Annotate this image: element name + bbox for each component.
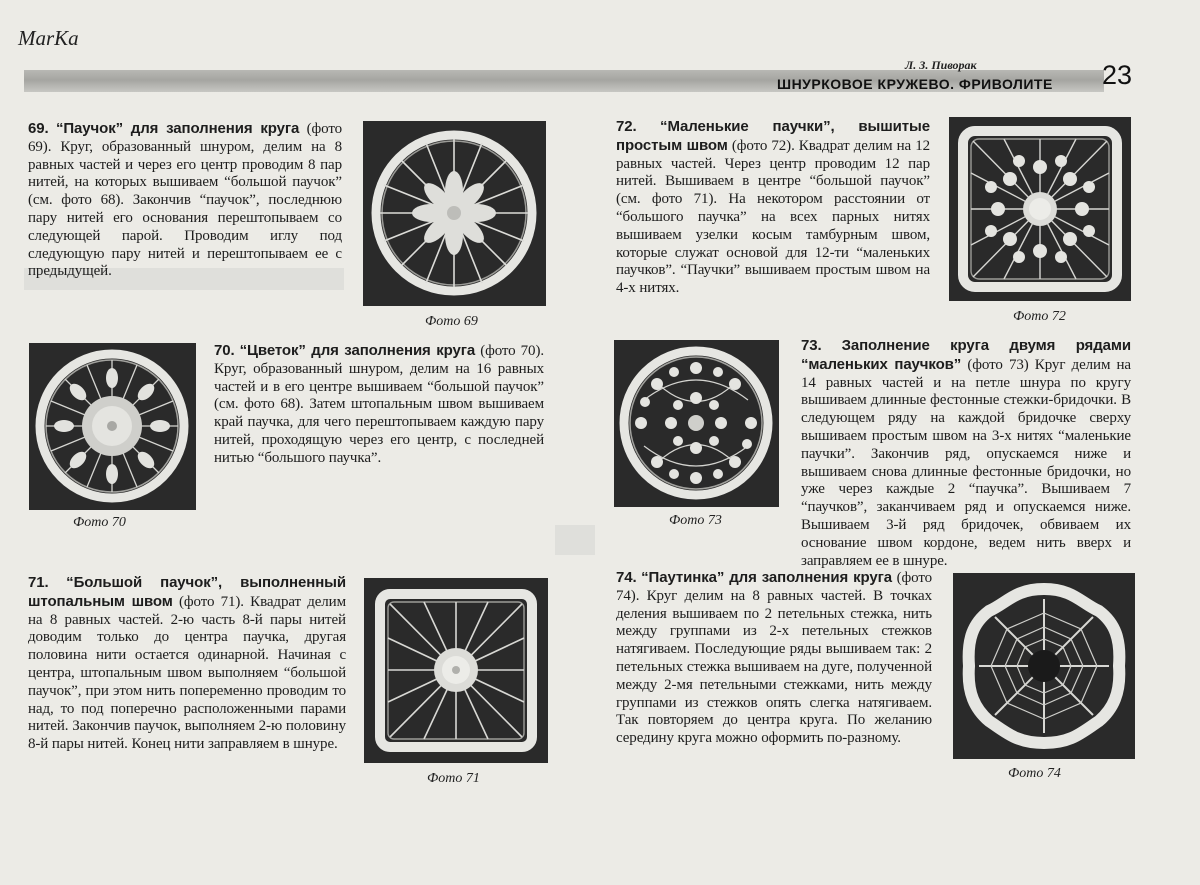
item-body: (фото 70). Круг, образованный шнуром, делим на 16 равных частей и в его центре вышиваем “большой паучок” (см. фото 68). Затем штопальным швом вышиваем край паучка, для чего перештопываем каждую пару нитей, проходящую через его центр, с последней нитью “большого паучка”.: [214, 343, 545, 466]
photo-72: [949, 117, 1131, 301]
photo-70: [29, 343, 196, 510]
paragraph-74: [616, 569, 932, 748]
paragraph-69: [28, 120, 342, 281]
item-number: 70.: [214, 342, 235, 359]
item-number: 69.: [28, 120, 49, 137]
photo-69: [363, 121, 546, 306]
item-title: “Паучок” для заполнения круга: [55, 120, 300, 137]
lace-circle-two-rows-image: [614, 340, 779, 507]
lace-circle-flower-image: [29, 343, 196, 510]
item-title: “Цветок” для заполнения круга: [239, 342, 476, 359]
photo-caption-69: Фото 69: [425, 314, 478, 329]
paragraph-72: [616, 118, 930, 298]
lace-square-spider-image: [364, 578, 548, 763]
header-author: Л. З. Пиворак: [905, 58, 977, 72]
bleed-through-shadow: [555, 525, 595, 555]
photo-caption-73: Фото 73: [669, 513, 722, 528]
item-number: 74.: [616, 569, 637, 586]
item-number: 72.: [616, 118, 637, 135]
photo-caption-72: Фото 72: [1013, 309, 1066, 324]
item-title: “Маленькие паучки”, вышитые простым швом: [616, 118, 930, 154]
photo-74: [953, 573, 1135, 759]
photo-caption-71: Фото 71: [427, 771, 480, 786]
item-body: (фото 72). Квадрат делим на 12 равных частей. Через центр проводим 12 пар нитей. Вышиваем в центре “большой паучок” (см. фото 71). На некотором расстоянии от “большого паучка” на всех парных нитях вышиваем узелки косым тамбурным швом, которые служат основой для 12-ти “маленьких паучков”. “Паучки” вышиваем простым швом на 4-х нитях.: [616, 137, 930, 297]
item-title: “Большой паучок”, выполненный штопальным швом: [28, 574, 346, 610]
item-number: 71.: [28, 574, 49, 591]
item-body: (фото 74). Круг делим на 8 равных частей. В точках деления вышиваем по 2 петельных стежка, нить между группами из 2-х петельных стежков натягиваем. Последующие ряды вышиваем так: 2 петельных стежка вышиваем на дуге, полученной между 2-мя петельными стежками, нить между группами из стежков опять слегка натягиваем. Так повторяем до центра круга. По желанию середину круга можно оформить по-разному.: [616, 570, 933, 747]
lace-square-small-spiders-image: [949, 117, 1131, 301]
item-body: (фото 69). Круг, образованный шнуром, делим на 8 равных частей и через его центр проводим 8 пар нитей, на которых вышиваем “большой паучок” (см. фото 68). Закончив “паучок”, последнюю пару нитей его основания перештопываем со следующей парой. Проводим иглу под следующую пару нитей и перештопываем ее с предыдущей.: [28, 121, 342, 280]
paragraph-73: [801, 337, 1131, 570]
lace-circle-spider-image: [363, 121, 546, 306]
item-title: “Паутинка” для заполнения круга: [641, 569, 893, 586]
photo-71: [364, 578, 548, 763]
page-number: 23: [1102, 60, 1133, 90]
item-number: 73.: [801, 337, 822, 354]
item-title: Заполнение круга двумя рядами “маленьких паучков”: [801, 337, 1131, 373]
item-body: (фото 73) Круг делим на 14 равных частей и на петле шнура по кругу вышиваем длинные фестонные стежки-бридочки. В следующем ряду на каждой бридочке сверху вышиваем простым швом на 3-х нитях “маленькие паучки”. Закончив ряд, опускаемся ниже и вышиваем снова длинные фестонные бридочки, но уже через каждые 2 “паучка”. Вышиваем 7 “паучков”, заканчиваем ряд и опускаемся ниже. Вышиваем 3-й ряд бридочек, обвиваем их основание швом кордоне, ведем нить вверх и заправляем ее в шнуре.: [801, 356, 1131, 569]
photo-73: [614, 340, 779, 507]
photo-caption-70: Фото 70: [73, 515, 126, 530]
item-body: (фото 71). Квадрат делим на 8 равных частей. 2-ю часть 8-й пары нитей доводим только до центра паучка, другая половина нити остается одинарной. Начиная с центра, штопальным швом выполняем “большой паучок”, при этом нить попеременно проводим то над, то под поперечно расположенными парами нитей. Закончив паучок, выполняем 2-ю половину 8-й пары нитей. Конец нити заправляем в шнуре.: [28, 593, 346, 753]
watermark: MarKa: [18, 26, 79, 50]
paragraph-71: [28, 574, 346, 754]
paragraph-70: [214, 342, 544, 468]
lace-circle-cobweb-image: [953, 573, 1135, 759]
photo-caption-74: Фото 74: [1008, 766, 1061, 781]
running-title: ШНУРКОВОЕ КРУЖЕВО. ФРИВОЛИТЕ: [777, 76, 1053, 92]
